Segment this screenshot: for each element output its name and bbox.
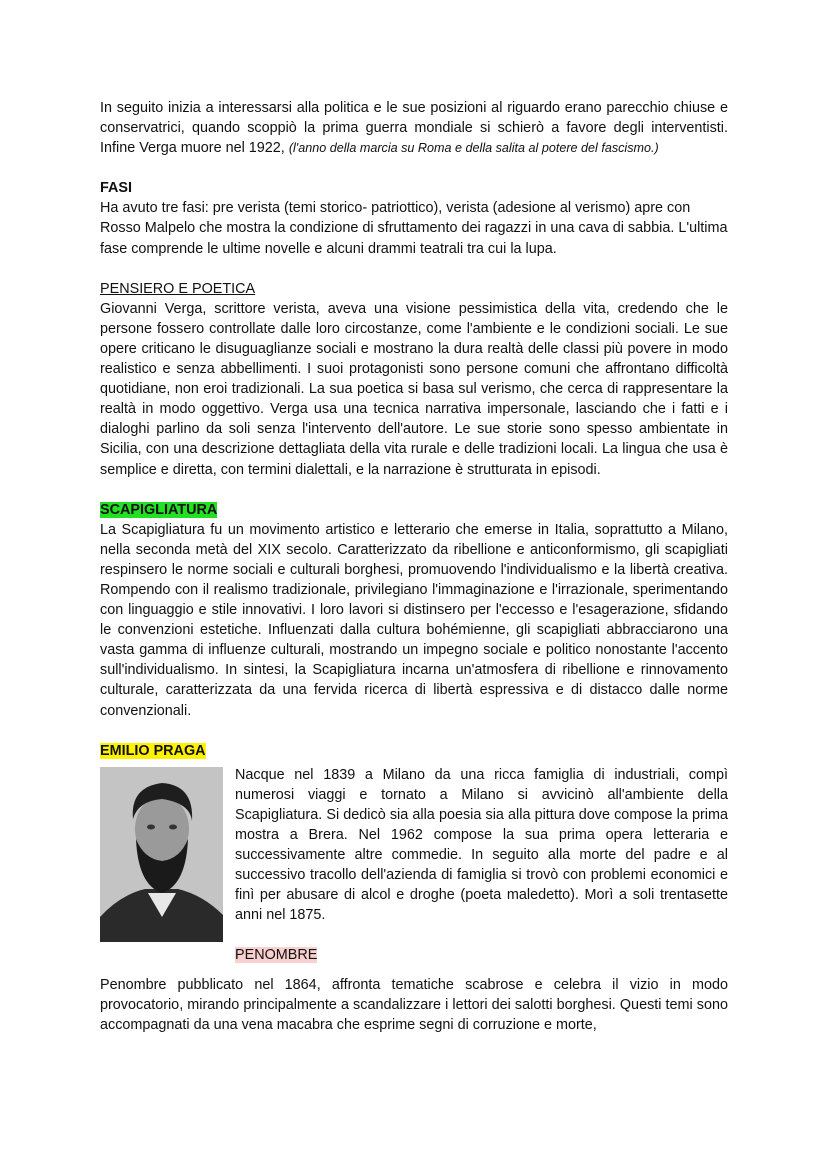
scapigliatura-heading-wrap <box>100 500 728 520</box>
fasi-paragraph: Ha avuto tre fasi: pre verista (temi storico- patriottico), verista (adesione al verismo) apre con Rosso Malpelo che mostra la condizione di sfruttamento dei ragazzi in una cava di sabbia. L'ultima fase comprende le ultime novelle e alcuni drammi teatrali tra cui la lupa. <box>100 200 728 257</box>
penombre-heading: PENOMBRE <box>235 946 318 963</box>
intro-text: In seguito inizia a interessarsi alla politica e le sue posizioni al riguardo erano parecchio chiuse e conservatrici, quando scoppiò la prima guerra mondiale si schierò a favore degli interventisti. Infine Verga muore nel 1922, <box>100 100 728 157</box>
praga-heading: EMILIO PRAGA <box>100 742 206 759</box>
penombre-heading-wrap <box>235 945 317 965</box>
scapigliatura-paragraph: La Scapigliatura fu un movimento artistico e letterario che emerse in Italia, soprattutto a Milano, nella seconda metà del XIX secolo. Caratterizzato da ribellione e anticonformismo, gli scapigliati respinsero le norme sociali e culturali borghesi, promuovendo l'individualismo e la libertà creativa. Rompendo con il realismo tradizionale, privilegiano l'immaginazione e l'irrazionale, sperimentando con linguaggio e stile innovativi. I loro lavori si distinsero per l'eccesso e l'esagerazione, sfidando le convenzioni estetiche. Influenzati dalla cultura bohémienne, gli scapigliati abbracciarono una vasta gamma di influenze culturali, mostrando un impegno sociale e politico nonostante l'accento sull'individualismo. In sintesi, la Scapigliatura incarna un'atmosfera di ribellione e rinnovamento culturale, caratterizzata da una fervida ricerca di libertà espressiva e di distacco dalle norme convenzionali. <box>100 521 728 719</box>
pensiero-paragraph: Giovanni Verga, scrittore verista, aveva una visione pessimistica della vita, credendo che le persone fossero controllate dalle loro circostanze, come l'ambiente e le condizioni sociali. Le sue opere criticano le disuguaglianze sociali e mostrano la dura realtà delle classi più povere in modo realistico e senza abbellimenti. I suoi protagonisti sono persone comuni che affrontano difficoltà quotidiane, non eroi tradizionali. La sua poetica si basa sul verismo, che cerca di rappresentare la realtà in modo oggettivo. Verga usa una tecnica narrativa impersonale, lasciando che i fatti e i dialoghi parlino da soli senza l'intervento dell'autore. Le sue storie sono spesso ambientate in Sicilia, con una descrizione dettagliata della vita rurale e delle tradizioni locali. La lingua che usa è semplice e diretta, con termini dialettali, e la narrazione è strutturata in episodi. <box>100 300 728 478</box>
intro-paragraph <box>100 98 728 158</box>
intro-note: (l'anno della marcia su Roma e della salita al potere del fascismo.) <box>288 141 659 156</box>
portrait-illustration <box>100 767 223 942</box>
emilio-praga-portrait <box>100 767 223 942</box>
pensiero-heading: PENSIERO E POETICA <box>100 280 256 297</box>
penombre-paragraph: Penombre pubblicato nel 1864, affronta tematiche scabrose e celebra il vizio in modo provocatorio, mirando principalmente a scandalizzare i lettori dei salotti borghesi. Questi temi sono accompagnati da una vena macabra che esprime segni di corruzione e morte, <box>100 976 728 1033</box>
document-page <box>100 98 728 1035</box>
scapigliatura-heading: SCAPIGLIATURA <box>100 501 218 518</box>
praga-paragraph: Nacque nel 1839 a Milano da una ricca famiglia di industriali, compì numerosi viaggi e tornato a Milano si avvicinò all'ambiente della Scapigliatura. Si dedicò sia alla poesia sia alla pittura dove compose la prima mostra a Brera. Nel 1962 compose la sua prima opera letteraria e successivamente altre commedie. In seguito alla morte del padre e al successivo tracollo dell'azienda di famiglia si trovò con problemi economici e finì per abusare di alcol e droghe (poeta maledetto). Morì a soli trentasette anni nel 1875. <box>235 766 728 924</box>
praga-heading-wrap <box>100 741 728 761</box>
fasi-heading: FASI <box>100 180 132 197</box>
praga-section <box>100 765 728 975</box>
